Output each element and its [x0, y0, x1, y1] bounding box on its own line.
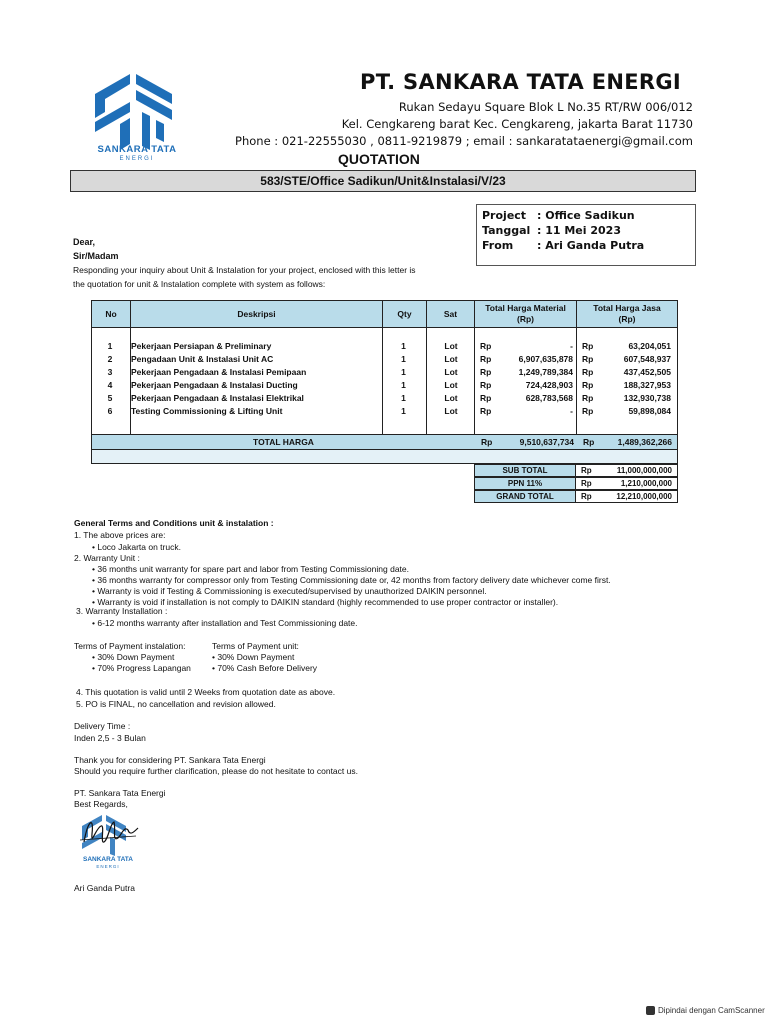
date-row	[482, 224, 621, 237]
thanks-line-2: Should you require further clarification, please do not hesitate to contact us.	[74, 766, 358, 776]
logo-subtext: ENERGI	[119, 156, 155, 162]
row-jasa-value: 607,548,937	[623, 354, 671, 364]
header-material-unit: (Rp)	[517, 314, 534, 324]
blank-row	[91, 450, 678, 464]
table-row	[91, 393, 678, 406]
payment-unit-1: • 30% Down Payment	[212, 652, 295, 662]
total-jasa-currency: Rp	[583, 437, 595, 447]
row-no: 5	[107, 393, 113, 403]
row-material-value: 6,907,635,878	[518, 354, 573, 364]
row-sat: Lot	[444, 380, 458, 390]
header-qty: Qty	[382, 300, 427, 328]
header-no: No	[91, 300, 131, 328]
from-row	[482, 239, 644, 252]
header-description: Deskripsi	[130, 300, 383, 328]
subtotal-row	[474, 464, 678, 477]
row-sat: Lot	[444, 341, 458, 351]
project-label: Project	[482, 209, 527, 222]
ppn-value: 1,210,000,000	[620, 479, 672, 488]
total-material-value: 9,510,637,734	[519, 437, 574, 447]
row-jasa-currency: Rp	[582, 406, 594, 416]
ppn-currency: Rp	[581, 479, 592, 488]
row-qty: 1	[401, 367, 406, 377]
header-jasa	[576, 300, 678, 328]
row-jasa-currency: Rp	[582, 393, 594, 403]
grand-total-label: GRAND TOTAL	[475, 491, 576, 502]
row-material-currency: Rp	[480, 367, 492, 377]
project-row	[482, 209, 635, 222]
reference-number: 583/STE/Office Sadikun/Unit&Instalasi/V/23	[70, 170, 696, 192]
subtotal-value: 11,000,000,000	[616, 466, 672, 475]
row-description: Pekerjaan Persiapan & Preliminary	[131, 341, 272, 351]
stamp-text: SANKARA TATA	[83, 856, 133, 863]
row-no: 2	[107, 354, 113, 364]
closing-company: PT. Sankara Tata Energi	[74, 788, 166, 798]
term-1: 1. The above prices are:	[74, 530, 166, 540]
row-jasa-value: 132,930,738	[623, 393, 671, 403]
header-material-title: Total Harga Material	[485, 303, 566, 313]
row-no: 6	[107, 406, 113, 416]
term-5: 5. PO is FINAL, no cancellation and revision allowed.	[76, 699, 276, 709]
term-2a: • 36 months unit warranty for spare part and labor from Testing Commissioning date.	[92, 564, 409, 574]
grand-total-row	[474, 490, 678, 503]
row-no: 3	[107, 367, 113, 377]
row-material-currency: Rp	[480, 393, 492, 403]
subtotal-label: SUB TOTAL	[475, 465, 576, 476]
payment-instalation-2: • 70% Progress Lapangan	[92, 663, 191, 673]
row-jasa-currency: Rp	[582, 354, 594, 364]
term-2c: • Warranty is void if Testing & Commissioning is executed/supervised by unauthorized DAIKIN personnel.	[92, 586, 487, 596]
logo-text: SANKARA TATA	[97, 144, 177, 155]
contact-line: Phone : 021-22555030 , 0811-9219879 ; email : sankaratataenergi@gmail.com	[235, 134, 693, 148]
project-info-box	[476, 204, 696, 266]
total-material-currency: Rp	[481, 437, 493, 447]
term-1a: • Loco Jakarta on truck.	[92, 542, 181, 552]
row-qty: 1	[401, 406, 406, 416]
payment-unit-title: Terms of Payment unit:	[212, 641, 299, 651]
camscanner-label: Dipindai dengan CamScanner	[658, 1006, 765, 1015]
ppn-label: PPN 11%	[475, 478, 576, 489]
camscanner-badge	[646, 1006, 765, 1015]
term-2b: • 36 months warranty for compressor only from Testing Commissioning date or, 42 months from factory delivery date whichever come first.	[92, 575, 611, 585]
total-jasa-value: 1,489,362,266	[617, 437, 672, 447]
signer-name: Ari Ganda Putra	[74, 883, 135, 893]
date-label: Tanggal	[482, 224, 531, 237]
terms-heading: General Terms and Conditions unit & instalation :	[74, 518, 274, 528]
delivery-label: Delivery Time :	[74, 721, 131, 731]
row-material-currency: Rp	[480, 354, 492, 364]
company-logo	[90, 72, 185, 164]
row-jasa-value: 437,452,505	[623, 367, 671, 377]
subtotal-currency: Rp	[581, 466, 592, 475]
greeting-recipient: Sir/Madam	[73, 251, 119, 261]
row-sat: Lot	[444, 354, 458, 364]
row-sat: Lot	[444, 367, 458, 377]
term-2d: • Warranty is void if installation is not comply to DAIKIN standard (highly recommended to use proper contractor or installer).	[92, 597, 559, 607]
header-jasa-unit: (Rp)	[618, 314, 636, 324]
thanks-line-1: Thank you for considering PT. Sankara Tata Energi	[74, 755, 266, 765]
closing-regards: Best Regards,	[74, 799, 128, 809]
total-row	[91, 434, 678, 450]
row-description: Pekerjaan Pengadaan & Instalasi Ducting	[131, 380, 298, 390]
term-2: 2. Warranty Unit :	[74, 553, 140, 563]
table-row	[91, 406, 678, 419]
row-jasa-value: 188,327,953	[623, 380, 671, 390]
header-jasa-title: Total Harga Jasa	[593, 303, 661, 313]
signature-stamp	[74, 812, 144, 872]
payment-instalation-1: • 30% Down Payment	[92, 652, 175, 662]
term-3a: • 6-12 months warranty after installation and Test Commissioning date.	[92, 618, 358, 628]
ppn-row	[474, 477, 678, 490]
header-sat: Sat	[426, 300, 475, 328]
payment-unit-2: • 70% Cash Before Delivery	[212, 663, 318, 673]
company-name: PT. SANKARA TATA ENERGI	[360, 70, 681, 94]
intro-line-1: Responding your inquiry about Unit & Instalation for your project, enclosed with this letter is	[73, 265, 416, 275]
row-jasa-value: 63,204,051	[628, 341, 671, 351]
header-material	[474, 300, 577, 328]
company-stamp-logo	[74, 812, 144, 858]
row-jasa-currency: Rp	[582, 367, 594, 377]
row-material-currency: Rp	[480, 341, 492, 351]
grand-total-currency: Rp	[581, 492, 592, 501]
table-row	[91, 380, 678, 393]
row-material-value: -	[570, 406, 573, 416]
table-row	[91, 354, 678, 367]
table-row	[91, 367, 678, 380]
row-no: 4	[107, 380, 113, 390]
row-sat: Lot	[444, 393, 458, 403]
row-qty: 1	[401, 393, 406, 403]
grand-total-value: 12,210,000,000	[616, 492, 672, 501]
greeting-dear: Dear,	[73, 237, 96, 247]
intro-line-2: the quotation for unit & Instalation complete with system as follows:	[73, 279, 326, 289]
from-value: : Ari Ganda Putra	[537, 239, 645, 252]
payment-instalation-title: Terms of Payment instalation:	[74, 641, 186, 651]
stamp-subtext: ENERGI	[96, 864, 120, 869]
address-line-1: Rukan Sedayu Square Blok L No.35 RT/RW 006/012	[398, 100, 693, 114]
row-material-value: 628,783,568	[525, 393, 573, 403]
row-jasa-currency: Rp	[582, 341, 594, 351]
address-line-2: Kel. Cengkareng barat Kec. Cengkareng, jakarta Barat 11730	[341, 117, 693, 131]
row-jasa-value: 59,898,084	[628, 406, 671, 416]
row-qty: 1	[401, 354, 406, 364]
row-material-currency: Rp	[480, 406, 492, 416]
date-value: : 11 Mei 2023	[537, 224, 621, 237]
row-sat: Lot	[444, 406, 458, 416]
row-jasa-currency: Rp	[582, 380, 594, 390]
row-qty: 1	[401, 380, 406, 390]
table-row	[91, 341, 678, 354]
row-material-value: 724,428,903	[525, 380, 573, 390]
document-title: QUOTATION	[338, 151, 420, 167]
term-3: 3. Warranty Installation :	[76, 606, 168, 616]
row-description: Pekerjaan Pengadaan & Instalasi Elektrikal	[131, 393, 304, 403]
row-description: Testing Commissioning & Lifting Unit	[131, 406, 283, 416]
from-label: From	[482, 239, 514, 252]
row-no: 1	[107, 341, 113, 351]
term-4: 4. This quotation is valid until 2 Weeks from quotation date as above.	[76, 687, 336, 697]
row-description: Pengadaan Unit & Instalasi Unit AC	[131, 354, 274, 364]
row-material-value: -	[570, 341, 573, 351]
row-material-currency: Rp	[480, 380, 492, 390]
row-material-value: 1,249,789,384	[518, 367, 573, 377]
total-label: TOTAL HARGA	[253, 437, 314, 447]
camscanner-icon	[646, 1006, 655, 1015]
row-qty: 1	[401, 341, 406, 351]
delivery-value: Inden 2,5 - 3 Bulan	[74, 733, 146, 743]
row-description: Pekerjaan Pengadaan & Instalasi Pemipaan	[131, 367, 307, 377]
project-value: : Office Sadikun	[537, 209, 635, 222]
